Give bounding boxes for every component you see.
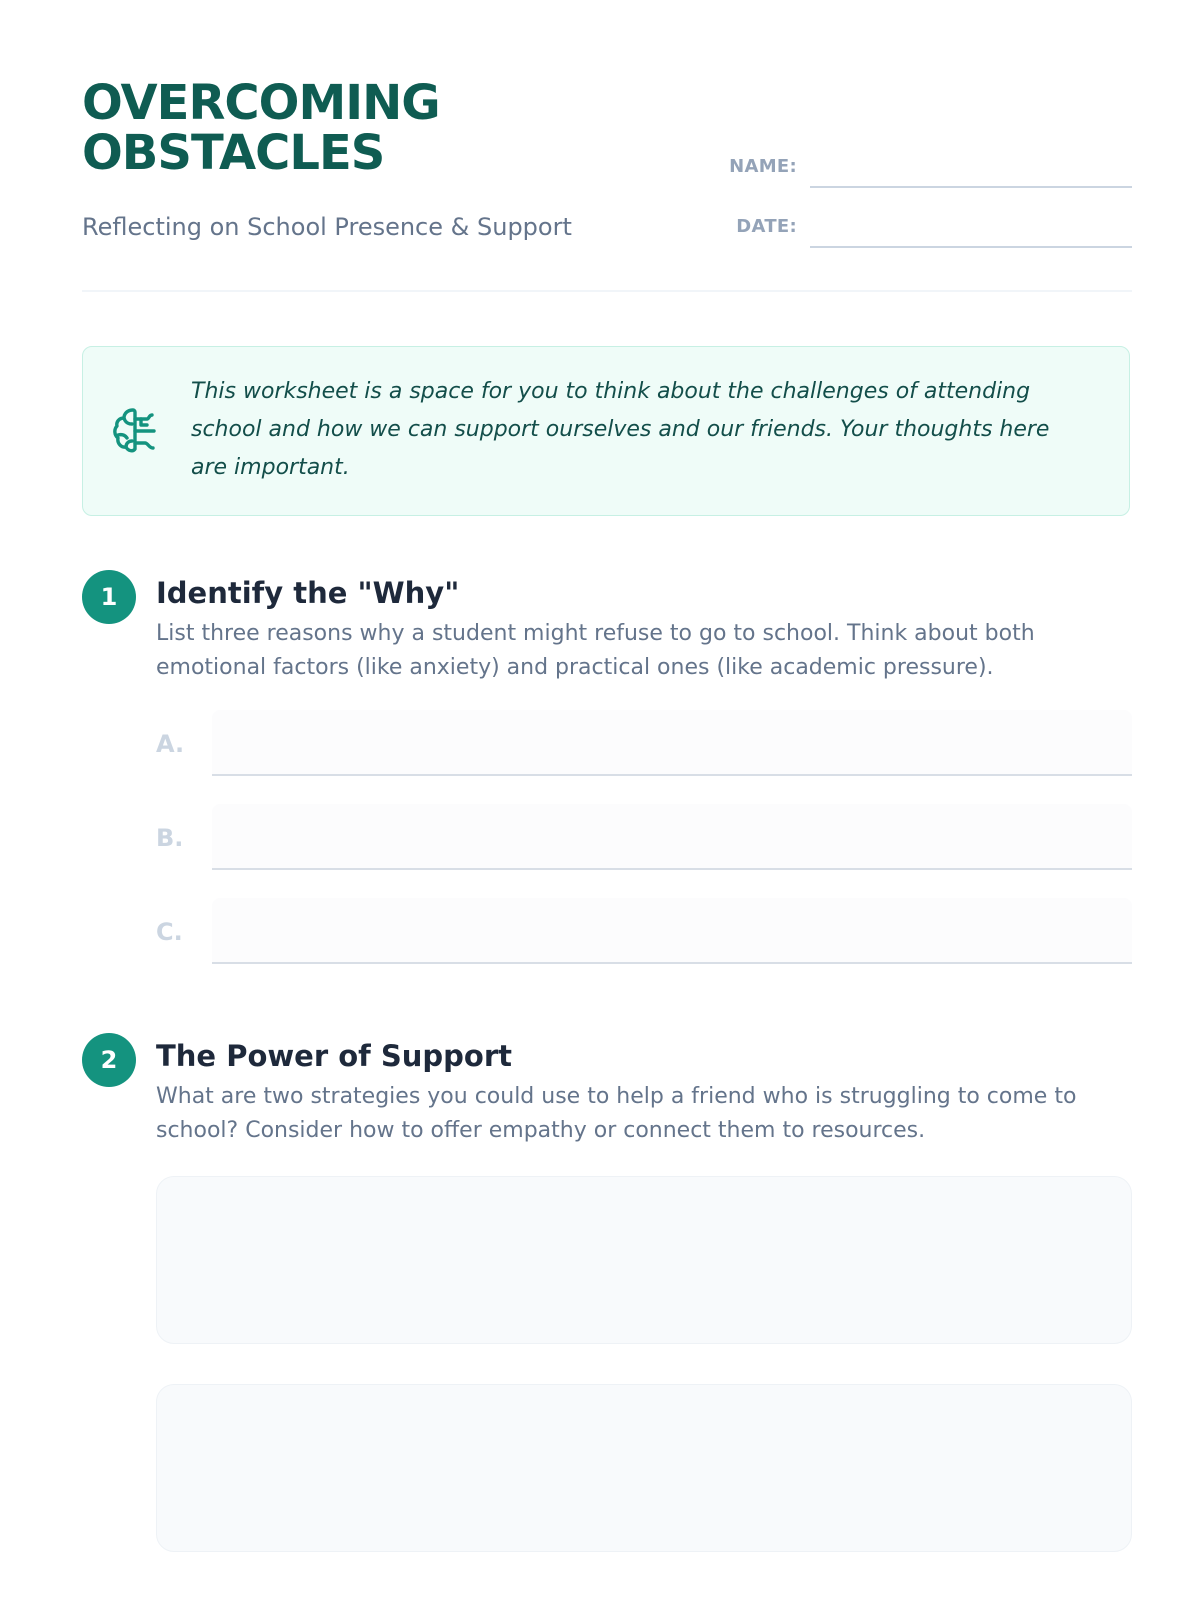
title-line-1: OVERCOMING [82, 75, 440, 131]
answer-box-1[interactable] [156, 1176, 1132, 1344]
name-label: NAME: [729, 156, 797, 177]
brain-icon [111, 405, 161, 455]
section-description: List three reasons why a student might refuse to go to school. Think about both emotional factors (like anxiety) and practical ones (like academic pressure). [156, 621, 1035, 680]
name-field[interactable] [810, 148, 1132, 188]
section-number-badge: 1 [82, 570, 136, 624]
answer-row-c [156, 898, 1132, 966]
section-number-badge: 2 [82, 1033, 136, 1087]
answer-row-b [156, 804, 1132, 872]
answer-letter: A. [156, 730, 185, 758]
intro-text: This worksheet is a space for you to think about the challenges of attending school and how we can support ourselves and our friends. Your thoughts here are important. [191, 379, 1050, 480]
worksheet-page [82, 0, 1132, 1600]
page-title [82, 75, 502, 181]
answer-field-b[interactable] [212, 804, 1132, 870]
section-title: Identify the "Why" [156, 576, 460, 610]
section-title: The Power of Support [156, 1039, 513, 1073]
answer-field-c[interactable] [212, 898, 1132, 964]
section-description: What are two strategies you could use to help a friend who is struggling to come to school? Consider how to offer empathy or connect them to resources. [156, 1084, 1077, 1143]
date-label: DATE: [736, 216, 797, 237]
answer-box-2[interactable] [156, 1384, 1132, 1552]
date-field[interactable] [810, 208, 1132, 248]
intro-callout [82, 346, 1130, 516]
answer-field-a[interactable] [212, 710, 1132, 776]
answer-row-a [156, 710, 1132, 778]
answer-letter: B. [156, 824, 184, 852]
page-subtitle: Reflecting on School Presence & Support [82, 213, 572, 241]
answer-letter: C. [156, 918, 183, 946]
title-line-2: OBSTACLES [82, 125, 385, 181]
date-row [702, 208, 1132, 248]
name-row [702, 148, 1132, 188]
header-divider [82, 290, 1132, 292]
